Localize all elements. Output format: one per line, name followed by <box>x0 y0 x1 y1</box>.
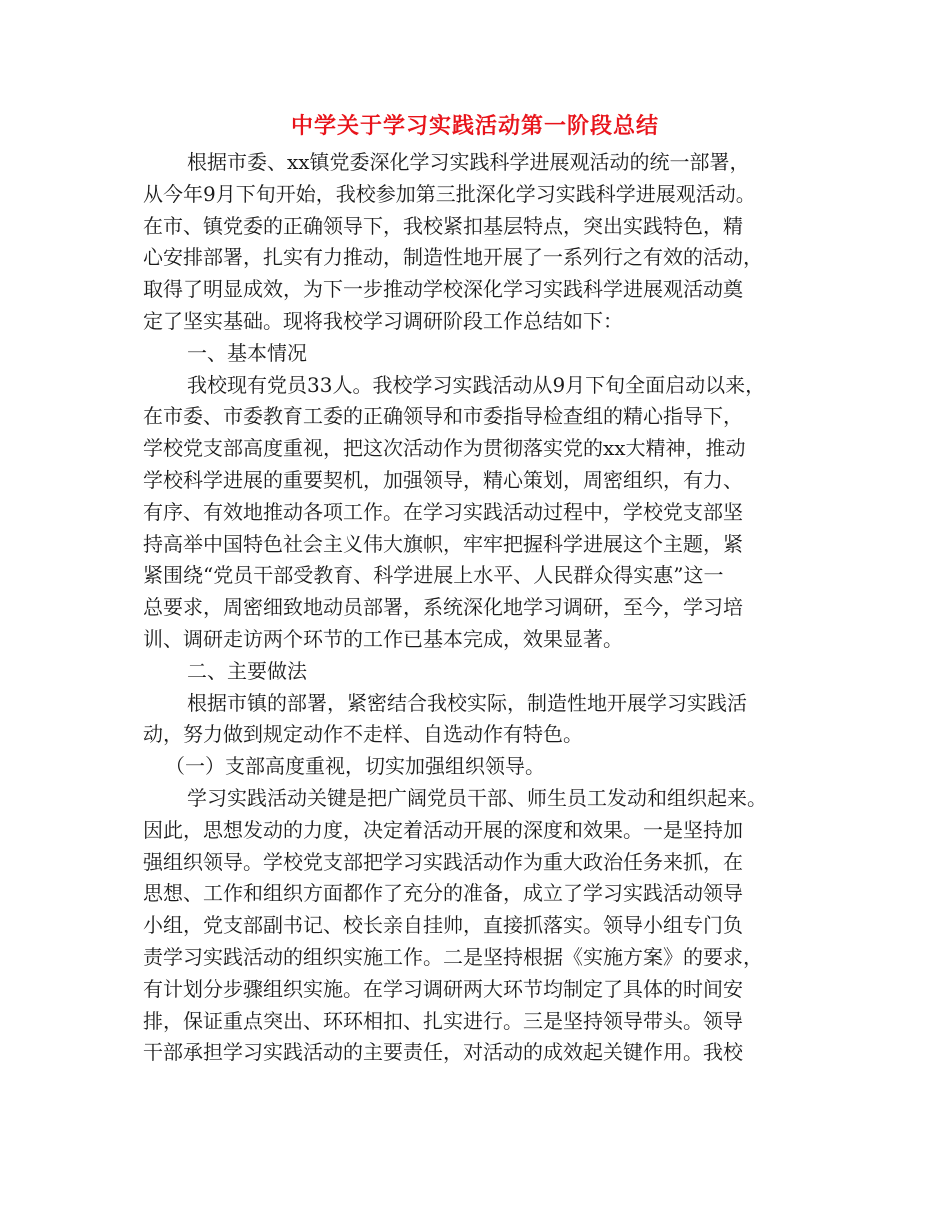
text-line: 心安排部署，扎实有力推动，制造性地开展了一系列行之有效的活动， <box>143 245 763 270</box>
text-line: 一、基本情况 <box>187 340 307 365</box>
text-line: 我校现有党员33人。我校学习实践活动从9月下旬全面启动以来， <box>187 372 766 397</box>
text-line: 根据市镇的部署，紧密结合我校实际，制造性地开展学习实践活 <box>187 690 747 715</box>
text-line: 在市委、市委教育工委的正确领导和市委指导检查组的精心指导下， <box>143 404 743 429</box>
text-line: 从今年9月下旬开始，我校参加第三批深化学习实践科学进展观活动。 <box>143 181 756 206</box>
text-line: 总要求，周密细致地动员部署，系统深化地学习调研，至今，学习培 <box>143 595 743 620</box>
text-line: 训、调研走访两个环节的工作已基本完成，效果显著。 <box>143 626 623 651</box>
text-line: 二、主要做法 <box>187 658 307 683</box>
text-line: 思想、工作和组织方面都作了充分的准备，成立了学习实践活动领导 <box>143 881 743 906</box>
text-line: 学校科学进展的重要契机，加强领导，精心策划，周密组织，有力、 <box>143 467 743 492</box>
text-line: 强组织领导。学校党支部把学习实践活动作为重大政治任务来抓，在 <box>143 849 743 874</box>
text-line: 持高举中国特色社会主义伟大旗帜，牢牢把握科学进展这个主题，紧 <box>143 531 743 556</box>
text-line: 动，努力做到规定动作不走样、自选动作有特色。 <box>143 722 583 747</box>
document-body <box>143 147 813 1069</box>
text-line: 紧围绕“党员干部受教育、科学进展上水平、人民群众得实惠”这一 <box>143 563 724 588</box>
text-line: 有序、有效地推动各项工作。在学习实践活动过程中，学校党支部坚 <box>143 499 743 524</box>
document-title: 中学关于学习实践活动第一阶段总结 <box>290 113 659 139</box>
text-line: 学校党支部高度重视，把这次活动作为贯彻落实党的xx大精神，推动 <box>143 436 746 461</box>
text-line: 取得了明显成效，为下一步推动学校深化学习实践科学进展观活动奠 <box>143 277 743 302</box>
text-line: 学习实践活动关键是把广阔党员干部、师生员工发动和组织起来。 <box>187 785 767 810</box>
text-line: 定了坚实基础。现将我校学习调研阶段工作总结如下： <box>143 308 623 333</box>
text-line: 排，保证重点突出、环环相扣、扎实进行。三是坚持领导带头。领导 <box>143 1008 743 1033</box>
text-line: 根据市委、xx镇党委深化学习实践科学进展观活动的统一部署， <box>187 150 750 174</box>
text-line: 在市、镇党委的正确领导下，我校紧扣基层特点，突出实践特色，精 <box>143 213 743 238</box>
text-line: 责学习实践活动的组织实施工作。二是坚持根据《实施方案》的要求， <box>143 944 763 969</box>
text-line: 因此，思想发动的力度，决定着活动开展的深度和效果。一是坚持加 <box>143 817 743 842</box>
text-line: （一）支部高度重视，切实加强组织领导。 <box>165 754 545 779</box>
text-line: 干部承担学习实践活动的主要责任，对活动的成效起关键作用。我校 <box>143 1040 743 1065</box>
text-line: 小组，党支部副书记、校长亲自挂帅，直接抓落实。领导小组专门负 <box>143 913 743 938</box>
text-line: 有计划分步骤组织实施。在学习调研两大环节均制定了具体的时间安 <box>143 976 743 1001</box>
